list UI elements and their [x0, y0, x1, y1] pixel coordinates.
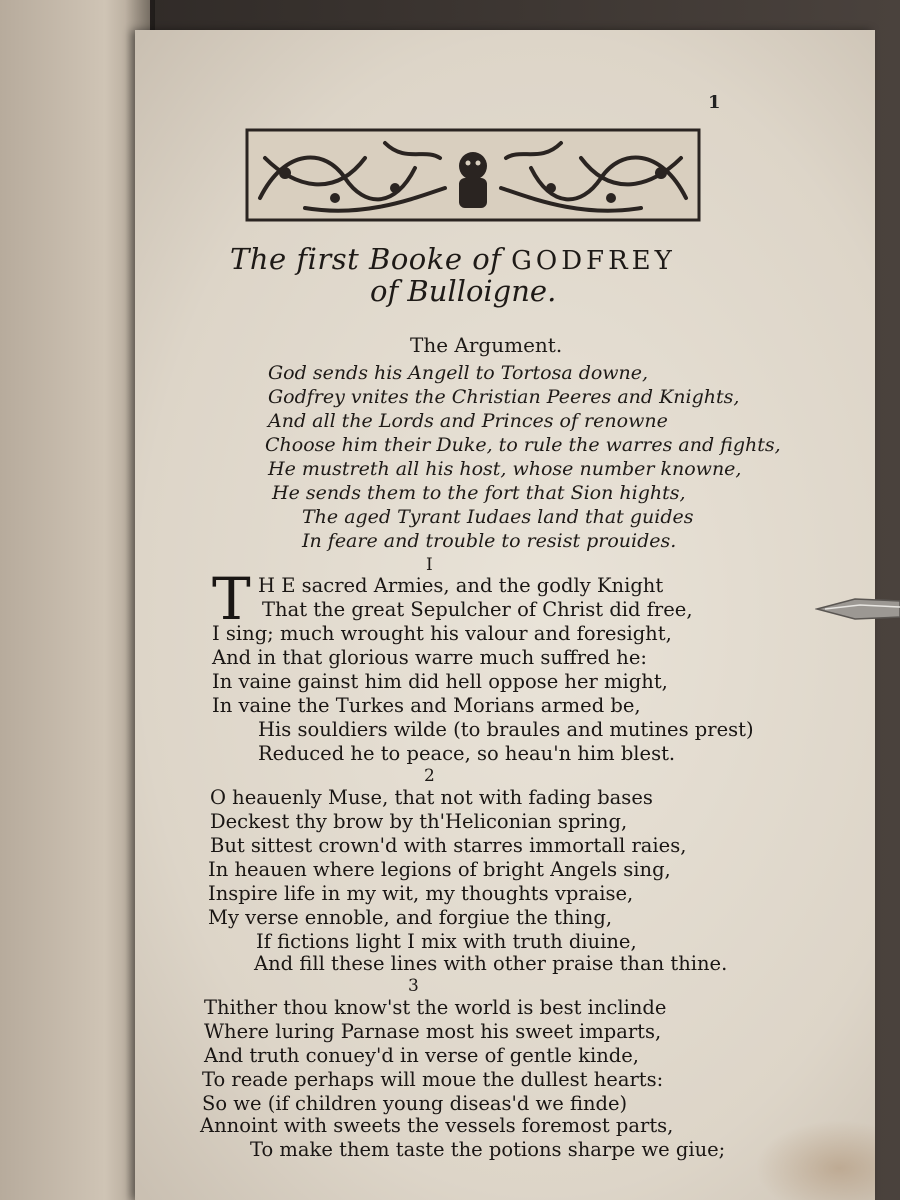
verse-line: H E sacred Armies, and the godly Knight	[258, 574, 664, 597]
verse-line: To reade perhaps will moue the dullest hearts:	[202, 1068, 664, 1091]
verse-line: His souldiers wilde (to braules and mutines prest)	[258, 718, 754, 741]
argument-line: Choose him their Duke, to rule the warres and fights,	[265, 434, 781, 456]
verse-line: So we (if children young diseas'd we finde)	[202, 1092, 628, 1115]
verse-line: My verse ennoble, and forgiue the thing,	[208, 906, 613, 929]
page-clip-icon	[815, 595, 900, 623]
argument-line: In feare and trouble to resist prouides.	[302, 530, 677, 552]
argument-heading: The Argument.	[410, 333, 563, 357]
book-title	[230, 242, 710, 308]
argument-line: He mustreth all his host, whose number knowne,	[268, 458, 742, 480]
verse-line: And in that glorious warre much suffred he:	[212, 646, 647, 669]
verse-line: I sing; much wrought his valour and foresight,	[212, 622, 672, 645]
title-line2: of Bulloigne.	[370, 274, 557, 308]
verse-line: But sittest crown'd with starres immortall raies,	[210, 834, 687, 857]
verse-line: And fill these lines with other praise than thine.	[254, 952, 728, 975]
verse-line: If fictions light I mix with truth diuine,	[256, 930, 637, 953]
stanza-number: 3	[408, 976, 419, 996]
verse-line: In heauen where legions of bright Angels sing,	[208, 858, 671, 881]
verse-line: To make them taste the potions sharpe we giue;	[250, 1138, 726, 1161]
stanza-number: I	[426, 555, 433, 575]
verse-line: That the great Sepulcher of Christ did free,	[262, 598, 693, 621]
argument-line: The aged Tyrant Iudaes land that guides	[302, 506, 694, 528]
page-stain	[755, 1120, 875, 1200]
title-line1: The first Booke of	[230, 242, 502, 276]
verse-line: In vaine gainst him did hell oppose her might,	[212, 670, 668, 693]
argument-line: He sends them to the fort that Sion hights,	[272, 482, 686, 504]
drop-cap: T	[212, 565, 251, 633]
page-number: 1	[708, 92, 721, 113]
verse-line: And truth conuey'd in verse of gentle kinde,	[204, 1044, 640, 1067]
verse-line: Annoint with sweets the vessels foremost parts,	[200, 1114, 674, 1137]
verse-line: Reduced he to peace, so heau'n him blest.	[258, 742, 676, 765]
verse-line: Where luring Parnase most his sweet imparts,	[204, 1020, 662, 1043]
headpiece-ornament-icon	[245, 128, 701, 222]
verse-line: In vaine the Turkes and Morians armed be,	[212, 694, 641, 717]
argument-line: Godfrey vnites the Christian Peeres and Knights,	[268, 386, 740, 408]
verse-line: O heauenly Muse, that not with fading bases	[210, 786, 653, 809]
stanza-number: 2	[424, 766, 435, 786]
verse-line: Deckest thy brow by th'Heliconian spring,	[210, 810, 628, 833]
verse-line: Thither thou know'st the world is best inclinde	[204, 996, 667, 1019]
argument-line: And all the Lords and Princes of renowne	[268, 410, 668, 432]
argument-line: God sends his Angell to Tortosa downe,	[268, 362, 649, 384]
verse-line: Inspire life in my wit, my thoughts vpraise,	[208, 882, 634, 905]
title-name: GODFREY	[511, 246, 676, 276]
